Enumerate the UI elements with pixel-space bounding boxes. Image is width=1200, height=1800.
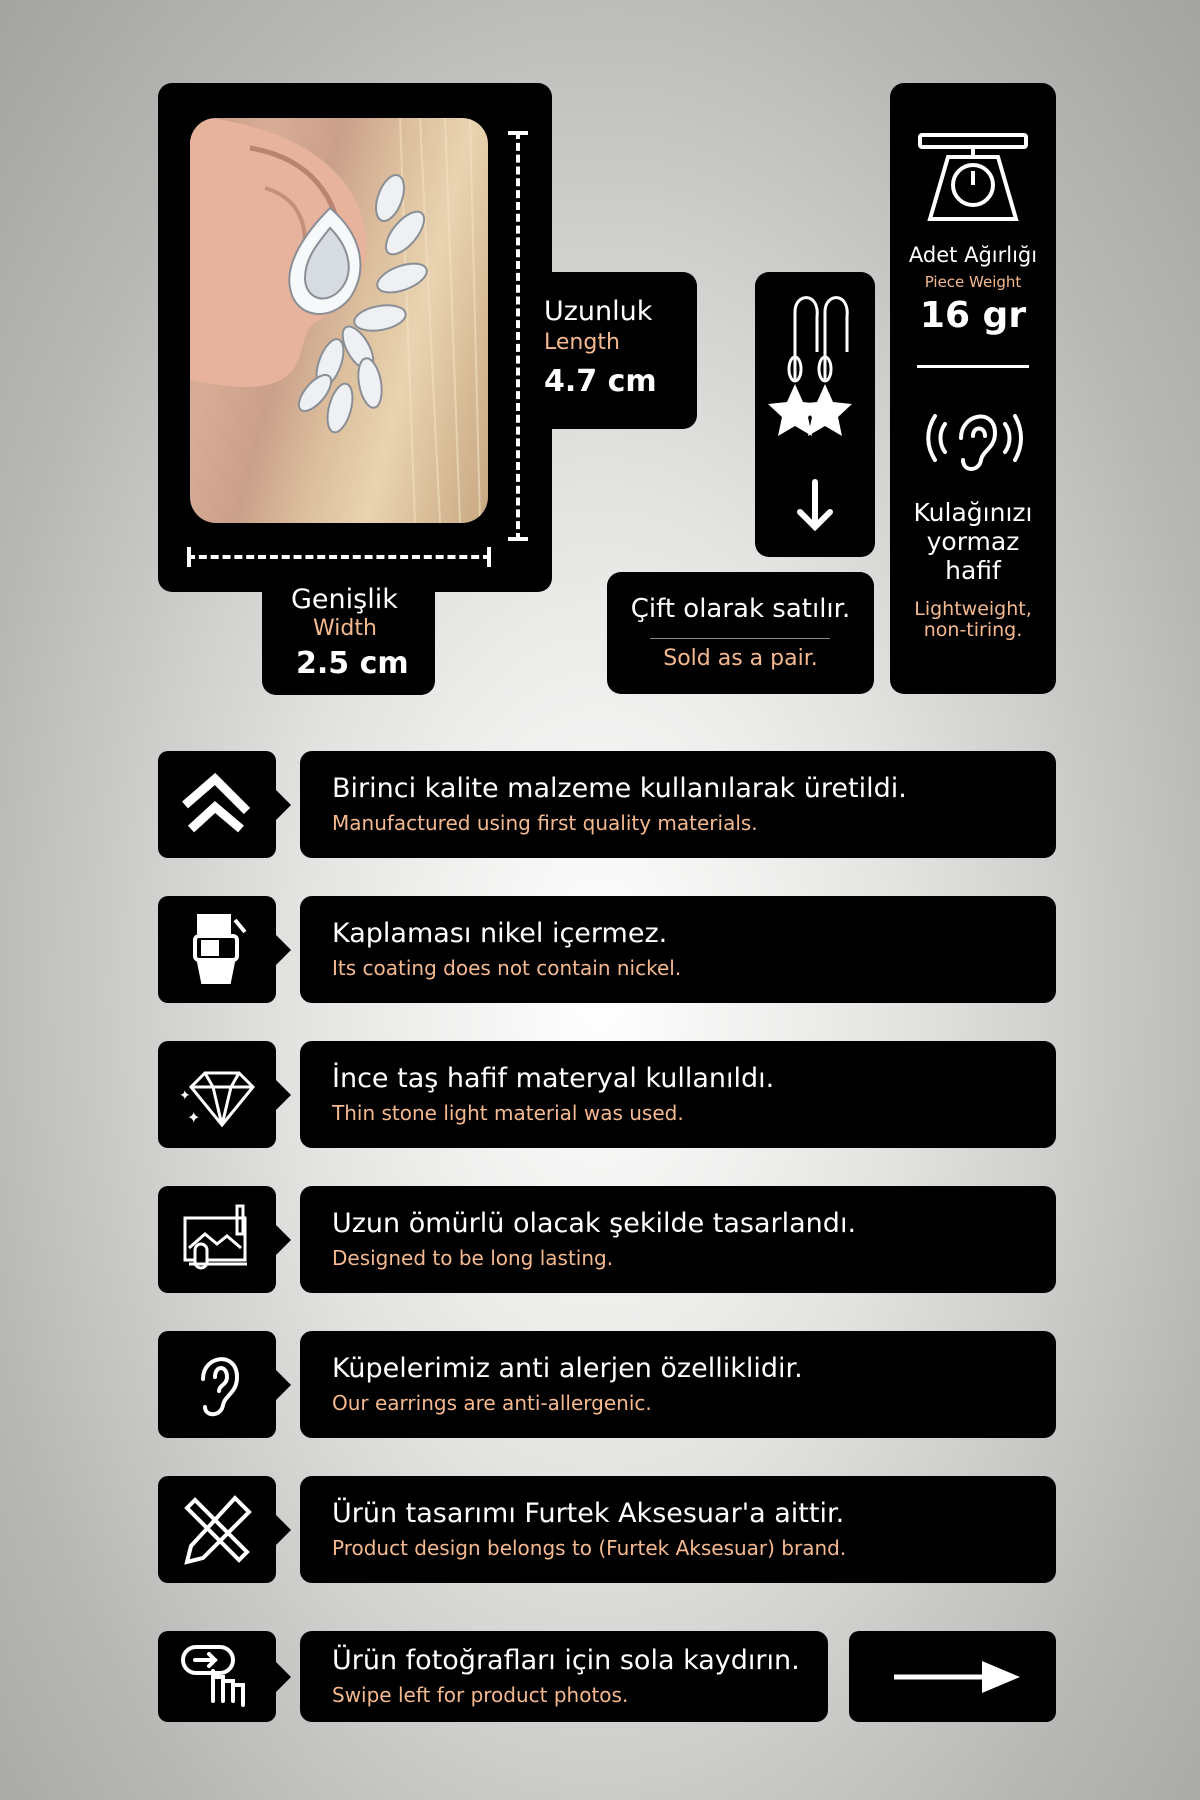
swipe-arrow-box[interactable]: [849, 1631, 1056, 1722]
feature-text: Kaplaması nikel içermez.: [332, 918, 668, 949]
feature-text: İnce taş hafif materyal kullanıldı.: [332, 1063, 775, 1094]
feature-row: [300, 751, 1056, 858]
feature-row: [300, 1631, 828, 1722]
feature-row: [300, 896, 1056, 1003]
weight-sublabel: Piece Weight: [924, 273, 1022, 291]
feature-subtext: Our earrings are anti-allergenic.: [332, 1391, 652, 1415]
weight-card: [890, 83, 1056, 694]
length-value: 4.7 cm: [544, 364, 657, 399]
length-label: Uzunluk: [544, 296, 653, 327]
feature-subtext: Thin stone light material was used.: [332, 1101, 684, 1125]
comfort-sublabel-2: non-tiring.: [923, 619, 1023, 641]
weight-label: Adet Ağırlığı: [908, 243, 1038, 267]
sold-as-pair-card: [607, 572, 874, 694]
product-photo-card: [158, 83, 552, 592]
width-value: 2.5 cm: [296, 646, 409, 681]
scale-icon: [918, 133, 1028, 223]
length-dimension-line: [516, 131, 520, 541]
feature-text: Ürün tasarımı Furtek Aksesuar'a aittir.: [332, 1498, 845, 1529]
design-board-icon: [177, 1200, 257, 1280]
width-card: [262, 580, 435, 695]
feature-row: [300, 1331, 1056, 1438]
feature-icon-box: [158, 1331, 276, 1438]
divider: [650, 638, 830, 639]
feature-row: [300, 1041, 1056, 1148]
feature-icon-box: [158, 896, 276, 1003]
feature-text: Uzun ömürlü olacak şekilde tasarlandı.: [332, 1208, 857, 1239]
comfort-sublabel-1: Lightweight,: [914, 598, 1032, 620]
star-earrings-icon: [755, 272, 875, 557]
feature-icon-box: [158, 1041, 276, 1148]
pencil-ruler-icon: [177, 1490, 257, 1570]
svg-text:✦: ✦: [179, 1088, 191, 1104]
ear-sound-icon: [923, 398, 1023, 478]
arrow-right-icon: [894, 1659, 1024, 1695]
weight-value: 16 gr: [919, 295, 1027, 336]
star-earrings-card: [755, 272, 875, 557]
feature-text: Ürün fotoğrafları için sola kaydırın.: [332, 1645, 800, 1676]
feature-row: [300, 1476, 1056, 1583]
feature-subtext: Designed to be long lasting.: [332, 1246, 614, 1270]
divider: [917, 365, 1029, 368]
feature-text: Küpelerimiz anti alerjen özelliklidir.: [332, 1353, 803, 1384]
coating-craft-icon: [177, 910, 257, 990]
comfort-label-1: Kulağınızı: [913, 498, 1033, 527]
feature-subtext: Manufactured using first quality materials.: [332, 811, 758, 835]
feature-icon-box: [158, 1631, 276, 1722]
comfort-label-3: hafif: [945, 556, 1001, 585]
swipe-hand-icon: [177, 1641, 257, 1711]
feature-subtext: Product design belongs to (Furtek Aksesuar) brand.: [332, 1536, 847, 1560]
feature-icon-box: [158, 1186, 276, 1293]
width-sublabel: Width: [313, 616, 377, 641]
quality-chevron-icon: [177, 765, 257, 845]
length-card: [540, 272, 697, 429]
feature-text: Birinci kalite malzeme kullanılarak üretildi.: [332, 773, 907, 804]
diamond-icon: [177, 1055, 257, 1135]
length-sublabel: Length: [544, 330, 620, 355]
pair-sublabel: Sold as a pair.: [663, 646, 818, 671]
feature-subtext: Swipe left for product photos.: [332, 1683, 629, 1707]
feature-subtext: Its coating does not contain nickel.: [332, 956, 682, 980]
width-dimension-line: [187, 555, 491, 559]
feature-row: [300, 1186, 1056, 1293]
width-label: Genişlik: [291, 584, 398, 615]
feature-icon-box: [158, 751, 276, 858]
earring-on-ear-photo: [190, 118, 488, 523]
feature-icon-box: [158, 1476, 276, 1583]
pair-label: Çift olarak satılır.: [630, 594, 851, 624]
comfort-label-2: yormaz: [926, 527, 1020, 556]
ear-icon: [177, 1345, 257, 1425]
svg-text:✦: ✦: [187, 1108, 201, 1127]
arrow-down-icon: [800, 482, 830, 527]
